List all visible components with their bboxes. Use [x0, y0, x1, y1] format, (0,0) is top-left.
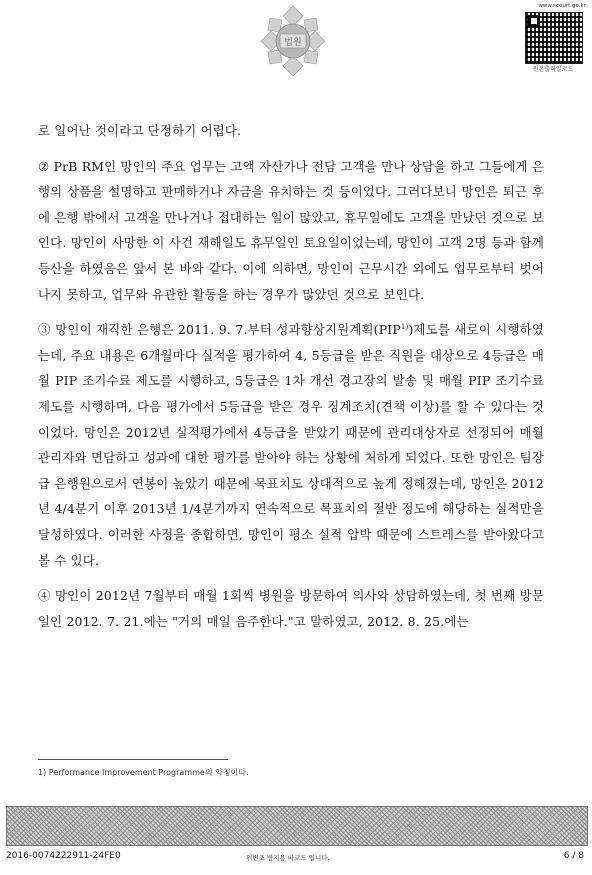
page-number: 6 / 8 — [563, 851, 584, 861]
paragraph-2: ② PrB RM인 망인의 주요 업무는 고액 자산가나 전담 고객을 만나 상담을 하고 그들에게 은행의 상품을 설명하고 판매하거나 자금을 유치하는 것 등이었다. 그러다보니 망인은 퇴근 후에 은행 밖에서 고객을 만나거나 접대하는 일이 많았고, 휴무일에도 고객을 만났던 것으로 보인다. 망인이 사망한 이 사건 재해일도 휴무일인 토요일이었는데, 망인이 고객 2명 등과 함께 등산을 하였음은 앞서 본 바와 같다. 이에 의하면, 망인이 근무시간 외에도 업무로부터 벗어나지 못하고, 업무와 유관한 활동을 하는 경우가 많았던 것으로 보인다. — [38, 158, 544, 302]
footnote-divider — [38, 759, 228, 760]
paragraph-3 — [38, 317, 544, 573]
paragraph-4-marker: ④ — [38, 588, 55, 604]
document-id: 2016-0074222911-24FE0 — [6, 851, 121, 861]
court-emblem — [258, 4, 328, 78]
paragraph-3-start: ③ 망인이 재직한 은행은 2011. 9. 7.부터 성과향상지원계획(PIP — [38, 322, 401, 338]
anti-forgery-barcode — [6, 806, 588, 846]
qr-code-icon — [525, 12, 583, 64]
qr-url: www.scourt.go.kr — [538, 3, 586, 9]
footnote: 1) Performance Improvement Programme의 약칭이다. — [38, 768, 249, 777]
paragraph-3-rest: )제도를 새로이 시행하였는데, 주요 내용은 6개월마다 실적을 평가하여 4, 5등급을 받은 직원을 대상으로 4등급은 매월 PIP 조기수료 제도를 시행하고, 5등급은 1차 개선 경고장의 발송 및 매월 PIP 조기수료 제도를 시행하며, 다음 평가에서 5등급을 받은 경우 징계조치(견책 이상)를 할 수 있다는 것이었다. 망인은 2012년 실적평가에서 4등급을 받았기 때문에 관리대상자로 선정되어 매월 관리자와 면담하고 성과에 대한 평가를 받아야 하는 상황에 처하게 되었다. 또한 망인은 팀장급 은행원으로서 연봉이 높았기 때문에 목표치도 상대적으로 높게 정해졌는데, 망인은 2012년 4/4분기 이후 2013년 1/4분기까지 연속적으로 목표치의 절반 정도에 해당하는 실적만을 달성하였다. 이러한 사정을 종합하면, 망인이 평소 실적 압박 때문에 스트레스를 받아왔다고 볼 수 있다. — [38, 322, 544, 568]
barcode-notice: 위변조 방지용 바코드 입니다. — [246, 854, 330, 862]
paragraph-4 — [38, 583, 544, 634]
paragraph-4-text: 망인이 2012년 7월부터 매월 1회씩 병원을 방문하여 의사와 상담하였는데, 첫 번째 방문일인 2012. 7. 21.에는 "거의 매일 음주한다."고 말하였고, 2012. 8. 25.에는 — [38, 588, 544, 629]
document-body — [38, 118, 544, 634]
emblem-text: 법원 — [284, 38, 302, 48]
paragraph-1: 로 일어난 것이라고 단정하기 어렵다. — [38, 123, 242, 138]
page-footer — [6, 851, 586, 865]
footnote-ref: 1) — [400, 323, 409, 332]
qr-label: 원본출력일코드 — [532, 66, 574, 73]
